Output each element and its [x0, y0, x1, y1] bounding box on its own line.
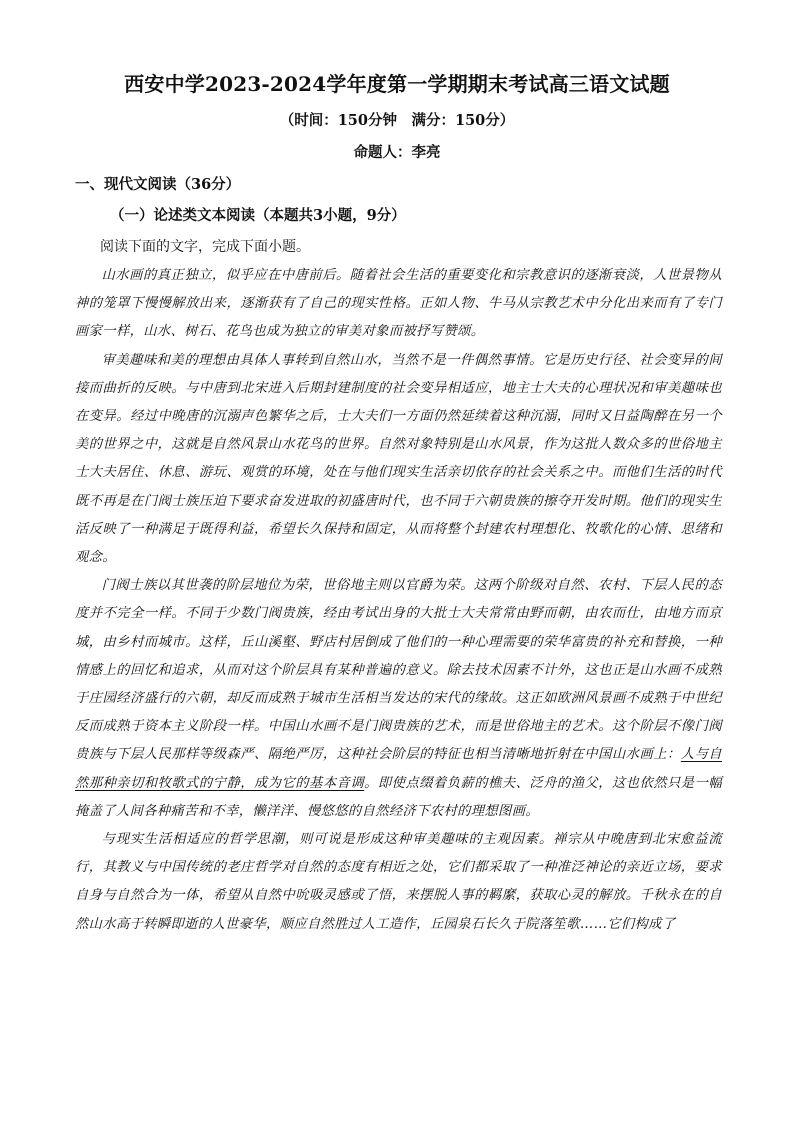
passage-paragraph-4: 与现实生活相适应的哲学思潮，则可说是形成这种审美趣味的主观因素。禅宗从中晚唐到北宋愈益流行，其教义与中国传统的老庄哲学对自然的态度有相近之处，它们都采取了一种准泛神论的亲近立场，要求自身与自然合为一体，希望从自然中吮吸灵感或了悟，来摆脱人事的羁縻，获取心灵的解放。千秋永在的自然山水高于转瞬即逝的人世豪华，顺应自然胜过人工造作，丘园泉石长久于院落笙歌……它们构成了: [75, 832, 722, 932]
passage-paragraph-2: 审美趣味和美的理想由具体人事转到自然山水，当然不是一件偶然事情。它是历史行径、社会变异的间接而曲折的反映。与中唐到北宋进入后期封建制度的社会变异相适应，地主士大夫的心理状况和审美趣味也在变异。经过中晚唐的沉溺声色繁华之后，士大夫们一方面仍然延续着这种沉溺，同时又日益陶醉在另一个美的世界之中，这就是自然风景山水花鸟的世界。自然对象特别是山水风景，作为这批人数众多的世俗地主士大夫居住、休息、游玩、观赏的环境，处在与他们现实生活亲切依存的社会关系之中。而他们生活的时代既不再是在门阀士族压迫下要求奋发进取的初盛唐时代，也不同于六朝贵族的擦夺开发时期。他们的现实生活反映了一种满足于既得利益，希望长久保持和固定，从而将整个封建农村理想化、牧歌化的心情、思绪和观念。: [75, 352, 722, 566]
exam-title: 西安中学2023-2024学年度第一学期期末考试高三语文试题: [124, 72, 670, 96]
section-heading: 一、现代文阅读（36分）: [75, 176, 241, 193]
reading-instruction: 阅读下面的文字，完成下面小题。: [100, 238, 310, 254]
passage-paragraph-3: [75, 572, 722, 826]
reading-passage: [75, 262, 722, 939]
exam-time-score: （时间：150分钟 满分：150分）: [279, 112, 515, 129]
passage-paragraph-3-text-a: 门阀士族以其世袭的阶层地位为荣，世俗地主则以官爵为荣。这两个阶级对自然、农村、下层人民的态度并不完全一样。不同于少数门阀贵族，经由考试出身的大批士大夫常常由野而朝，由农而仕，由地方而京城，由乡村而城市。这样，丘山溪壑、野店村居倒成了他们的一种心理需要的荣华富贵的补充和替换，一种情感上的回忆和追求，从而对这个阶层具有某种普遍的意义。除去技术因素不计外，这也正是山水画不成熟于庄园经济盛行的六朝，却反而成熟于城市生活相当发达的宋代的缘故。这正如欧洲风景画不成熟于中世纪反而成熟于资本主义阶段一样。中国山水画不是门阀贵族的艺术，而是世俗地主的艺术。这个阶层不像门阀贵族与下层人民那样等级森严、隔绝严厉，这种社会阶层的特征也相当清晰地折射在中国山水画上：: [75, 578, 722, 763]
exam-author: 命题人：李亮: [353, 144, 441, 161]
passage-paragraph-3-text-b: 。即使点缀着负薪的樵夫、泛舟的渔父，这也依然只是一幅掩盖了人间各种痛苦和不幸，懒洋洋、慢悠悠的自然经济下农村的理想图画。: [75, 775, 722, 819]
underlined-sentence: 人与自然那种亲切和牧歌式的宁静，成为它的基本音调: [75, 747, 722, 791]
passage-paragraph-1: 山水画的真正独立，似乎应在中唐前后。随着社会生活的重要变化和宗教意识的逐渐衰淡，人世景物从神的笼罩下慢慢解放出来，逐渐获有了自己的现实性格。正如人物、牛马从宗教艺术中分化出来而有了专门画家一样，山水、树石、花鸟也成为独立的审美对象而被抒写赞颂。: [75, 268, 722, 340]
subsection-heading: （一）论述类文本阅读（本题共3小题，9分）: [110, 207, 406, 224]
